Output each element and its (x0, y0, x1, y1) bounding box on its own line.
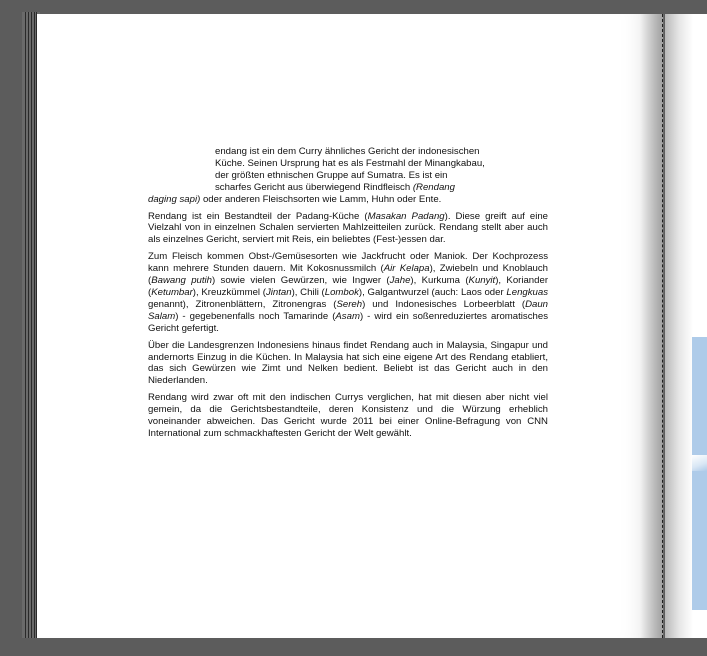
paragraph-1 (148, 146, 548, 206)
paragraph-2: Rendang ist ein Bestandteil der Padang-Küche (Masakan Padang). Diese greift auf eine Vielzahl von in einzelnen Schalen servierten Mahlzeitteilen zurück. Rendang stellt aber auch als einzelnes Gericht, serviert mit Reis, ein beliebtes (Fest-)essen dar. (148, 210, 548, 246)
paragraph-1-line-1: endang ist ein dem Curry ähnliches Gericht der indonesischen (215, 146, 480, 157)
paragraph-5: Rendang wird zwar oft mit den indischen Currys verglichen, hat mit diesen aber nicht viel gemein, da die Gerichtsbestandteile, deren Konsistenz und die Würzung erheblich voneinander abweichen. Das Gericht wurde 2011 bei einer Online-Befragung von CNN International zum schmackhaftesten Gericht der Welt gewählt. (148, 392, 548, 439)
paragraph-1-line-3: der größten ethnischen Gruppe auf Sumatra. Es ist ein (215, 169, 448, 181)
paragraph-1-line-4: scharfes Gericht aus überwiegend Rindfleisch (Rendang (215, 181, 455, 193)
text-frame[interactable] (148, 146, 548, 445)
image-highlight (692, 455, 707, 471)
image-frame[interactable] (692, 337, 707, 610)
paragraph-4: Über die Landesgrenzen Indonesiens hinaus findet Rendang auch in Malaysia, Singapur und andernorts Einzug in die Küchen. In Malaysia hat sich eine eigene Art des Rendang etabliert, das sich Gewürzen wie Zimt und Nelken bedient. Beliebt ist das Gericht auch in den Niederlanden. (148, 339, 548, 387)
paragraph-3: Zum Fleisch kommen Obst-/Gemüsesorten wie Jackfrucht oder Maniok. Der Kochprozess kann mehrere Stunden dauern. Mit Kokosnussmilch (Air Kelapa), Zwiebeln und Knoblauch (Bawang putih) sowie vielen Gewürzen, wie Ingwer (Jahe), Kurkuma (Kunyit), Koriander (Ketumbar), Kreuzkümmel (Jintan), Chili (Lombok), Galgantwurzel (auch: Laos oder Lengkuas genannt), Zitronenblättern, Zitronengras (Sereh) und Indonesisches Lorbeerblatt (Daun Salam) - gegebenenfalls noch Tamarinde (Asam) - wird ein soßenreduziertes aromatisches Gericht gefertigt. (148, 251, 549, 334)
paragraph-1-line-5: daging sapi) oder anderen Fleischsorten wie Lamm, Huhn oder Ente. (148, 193, 442, 205)
paragraph-1-line-2: Küche. Seinen Ursprung hat es als Festmahl der Minangkabau, (215, 157, 485, 169)
gutter-shadow (640, 14, 664, 638)
spread-spine (662, 14, 664, 638)
